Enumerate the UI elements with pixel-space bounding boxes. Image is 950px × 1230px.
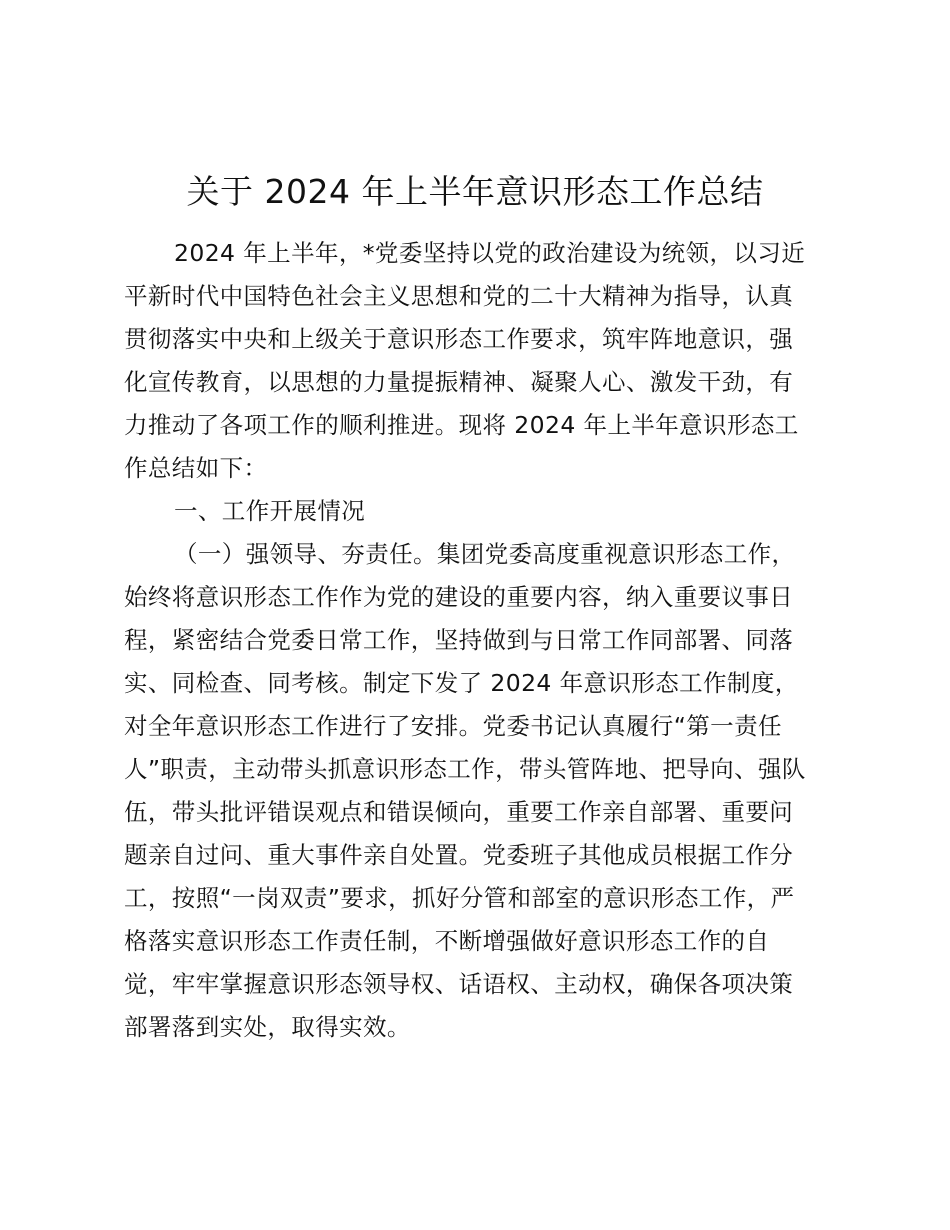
body-line: 化宣传教育，以思想的力量提振精神、凝聚人心、激发干劲，有	[124, 368, 794, 396]
body-line: 平新时代中国特色社会主义思想和党的二十大精神为指导，认真	[124, 282, 794, 310]
document-title: 关于 2024 年上半年意识形态工作总结	[186, 172, 764, 211]
body-line: 格落实意识形态工作责任制，不断增强做好意识形态工作的自	[124, 927, 770, 955]
body-line: 始终将意识形态工作作为党的建设的重要内容，纳入重要议事日	[124, 583, 794, 611]
body-line: 伍，带头批评错误观点和错误倾向，重要工作亲自部署、重要问	[124, 798, 794, 826]
body-line: 人”职责，主动带头抓意识形态工作，带头管阵地、把导向、强队	[124, 755, 806, 783]
body-line: 贯彻落实中央和上级关于意识形态工作要求，筑牢阵地意识，强	[124, 325, 794, 353]
body-line: 力推动了各项工作的顺利推进。现将 2024 年上半年意识形态工	[124, 411, 799, 439]
subsection-heading: （一）强领导、夯责任。集团党委高度重视意识形态工作，	[174, 540, 796, 568]
body-line: 觉，牢牢掌握意识形态领导权、话语权、主动权，确保各项决策	[124, 970, 794, 998]
body-line: 工，按照“一岗双责”要求，抓好分管和部室的意识形态工作，严	[124, 884, 795, 912]
body-line: 程，紧密结合党委日常工作，坚持做到与日常工作同部署、同落	[124, 626, 794, 654]
body-line: 实、同检查、同考核。制定下发了 2024 年意识形态工作制度，	[124, 669, 799, 697]
section-heading: 一、工作开展情况	[174, 497, 366, 525]
body-line: 2024 年上半年，*党委坚持以党的政治建设为统领，以习近	[174, 239, 806, 267]
body-line: 部署落到实处，取得实效。	[124, 1013, 411, 1041]
body-line: 作总结如下：	[124, 454, 268, 482]
body-line: 题亲自过问、重大事件亲自处置。党委班子其他成员根据工作分	[124, 841, 794, 869]
body-line: 对全年意识形态工作进行了安排。党委书记认真履行“第一责任	[124, 712, 782, 740]
